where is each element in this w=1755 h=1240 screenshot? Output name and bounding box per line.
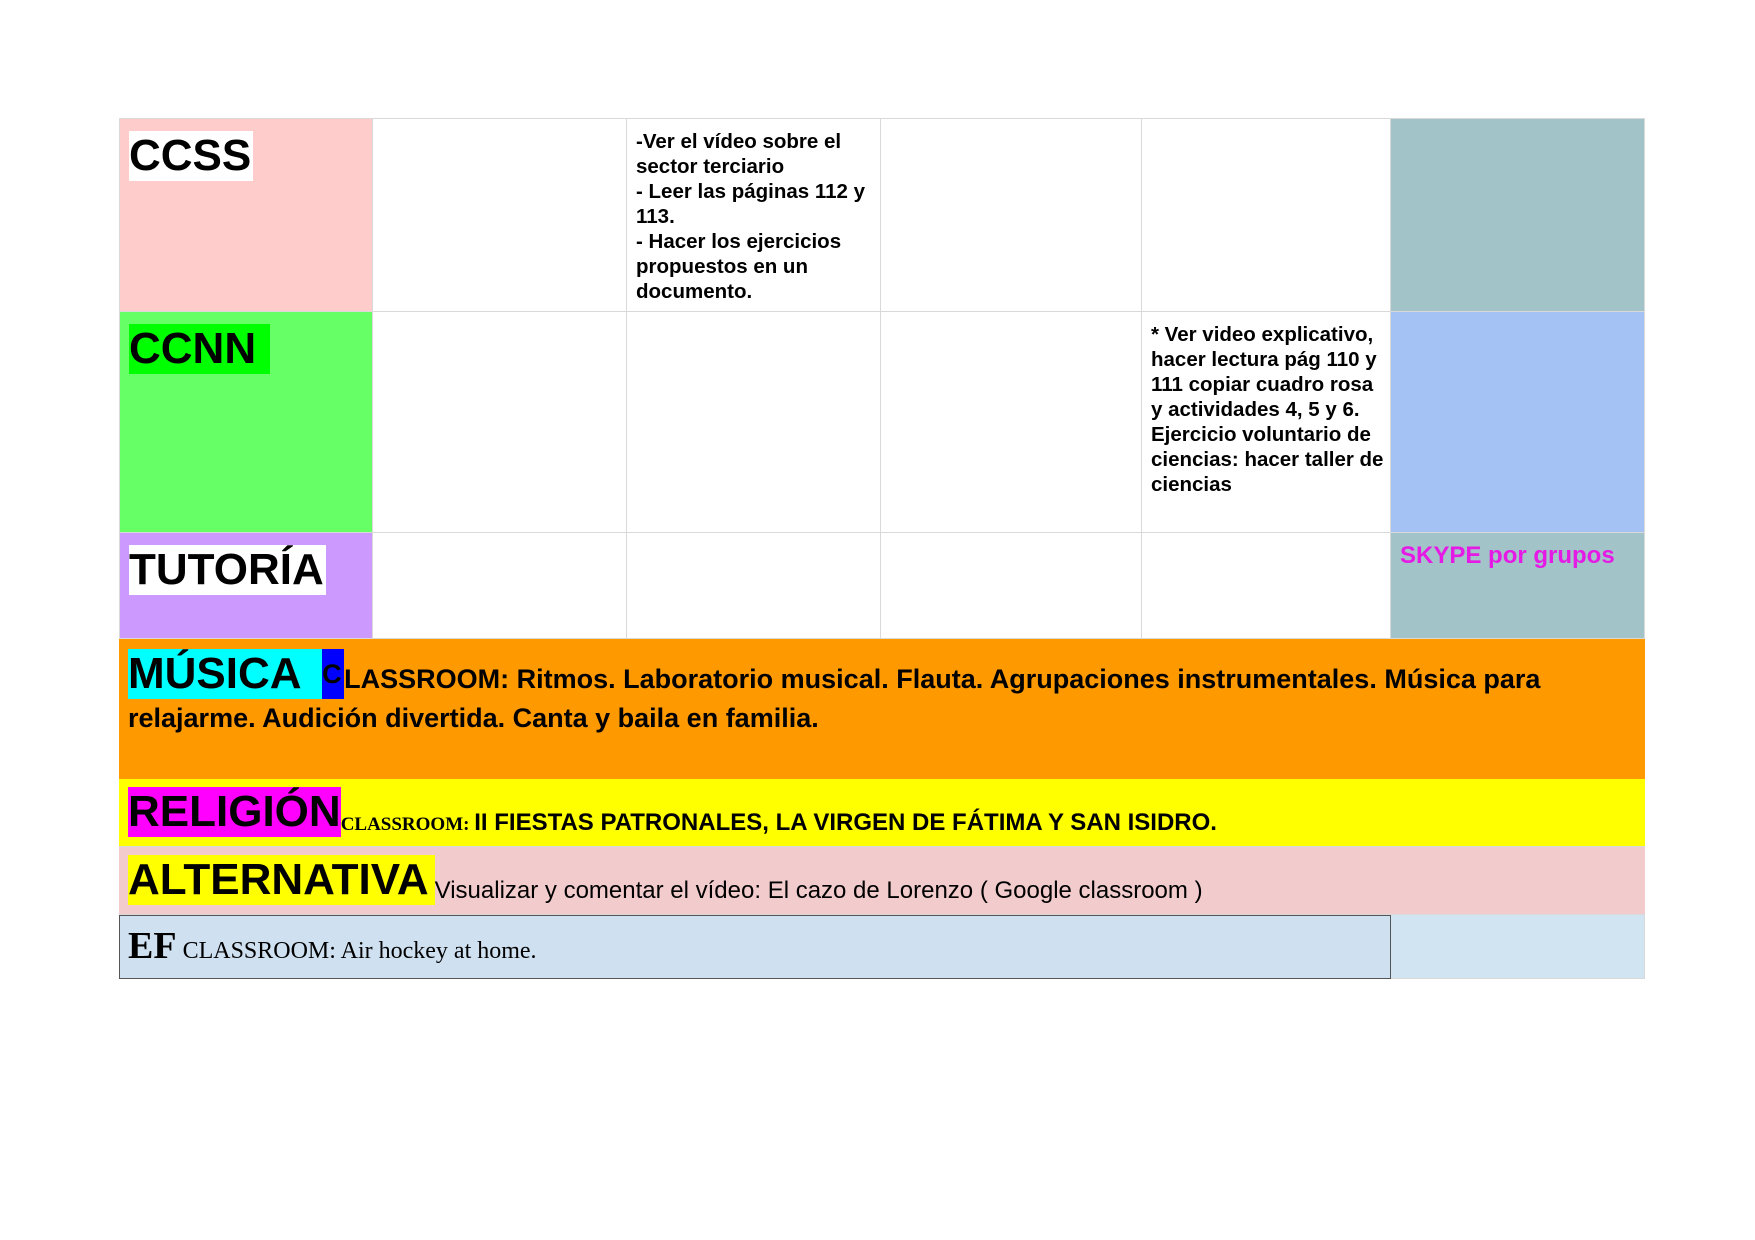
skype-note: SKYPE por grupos	[1400, 542, 1615, 569]
tutoria-cell-6	[1391, 533, 1645, 639]
religion-label: RELIGIÓN	[128, 787, 341, 836]
ef-label: EF	[128, 925, 177, 967]
ef-text: CLASSROOM: Air hockey at home.	[176, 938, 537, 964]
religion-content	[128, 787, 1217, 837]
row-religion	[119, 779, 1645, 847]
ccss-label: CCSS	[129, 131, 252, 180]
ccss-cell-6	[1391, 119, 1645, 312]
ccnn-cell-2	[373, 312, 627, 533]
row-alternativa	[119, 847, 1645, 915]
ccnn-label: CCNN	[129, 324, 269, 373]
row-ccnn	[119, 312, 1645, 533]
ccnn-cell-5	[1142, 312, 1391, 533]
musica-content	[128, 649, 1605, 738]
row-ef	[119, 915, 1645, 979]
ccnn-label-cell	[119, 312, 373, 533]
religion-text: II FIESTAS PATRONALES, LA VIRGEN DE FÁTIMA Y SAN ISIDRO.	[474, 809, 1217, 836]
tutoria-cell-5	[1142, 533, 1391, 639]
tutoria-label-cell	[119, 533, 373, 639]
musica-text: LASSROOM: Ritmos. Laboratorio musical. Flauta. Agrupaciones instrumentales. Música para relajarme. Audición divertida. Canta y baila en familia.	[128, 664, 1541, 733]
ccss-cell-5	[1142, 119, 1391, 312]
ccnn-cell-6	[1391, 312, 1645, 533]
ccnn-cell-3	[627, 312, 881, 533]
row-musica	[119, 639, 1645, 779]
tutoria-cell-4	[881, 533, 1142, 639]
ccnn-task-text: * Ver video explicativo, hacer lectura pág 110 y 111 copiar cuadro rosa y actividades 4, 5 y 6. Ejercicio voluntario de ciencias: hacer taller de ciencias	[1151, 323, 1384, 496]
ccss-task-text: -Ver el vídeo sobre el sector terciario - Leer las páginas 112 y 113. - Hacer los ejercicios propuestos en un documento.	[636, 130, 866, 303]
row-ccss	[119, 118, 1645, 312]
tutoria-cell-2	[373, 533, 627, 639]
tutoria-cell-3	[627, 533, 881, 639]
row-tutoria	[119, 533, 1645, 639]
ef-content	[128, 924, 537, 968]
alternativa-text: Visualizar y comentar el vídeo: El cazo de Lorenzo ( Google classroom )	[434, 877, 1203, 904]
alternativa-label: ALTERNATIVA	[128, 855, 435, 905]
tutoria-label: TUTORÍA	[129, 545, 324, 594]
religion-classroom: CLASSROOM:	[340, 814, 475, 835]
ccss-cell-4	[881, 119, 1142, 312]
ef-main-cell	[119, 915, 1391, 979]
ccss-label-cell	[119, 119, 373, 312]
ccnn-cell-4	[881, 312, 1142, 533]
musica-first-letter: C	[322, 649, 344, 699]
schedule-table	[119, 118, 1645, 967]
musica-label: MÚSICA	[128, 649, 322, 699]
ccss-cell-3	[627, 119, 881, 312]
alternativa-content	[128, 855, 1203, 905]
ccss-cell-2	[373, 119, 627, 312]
ef-side-cell	[1391, 915, 1645, 979]
